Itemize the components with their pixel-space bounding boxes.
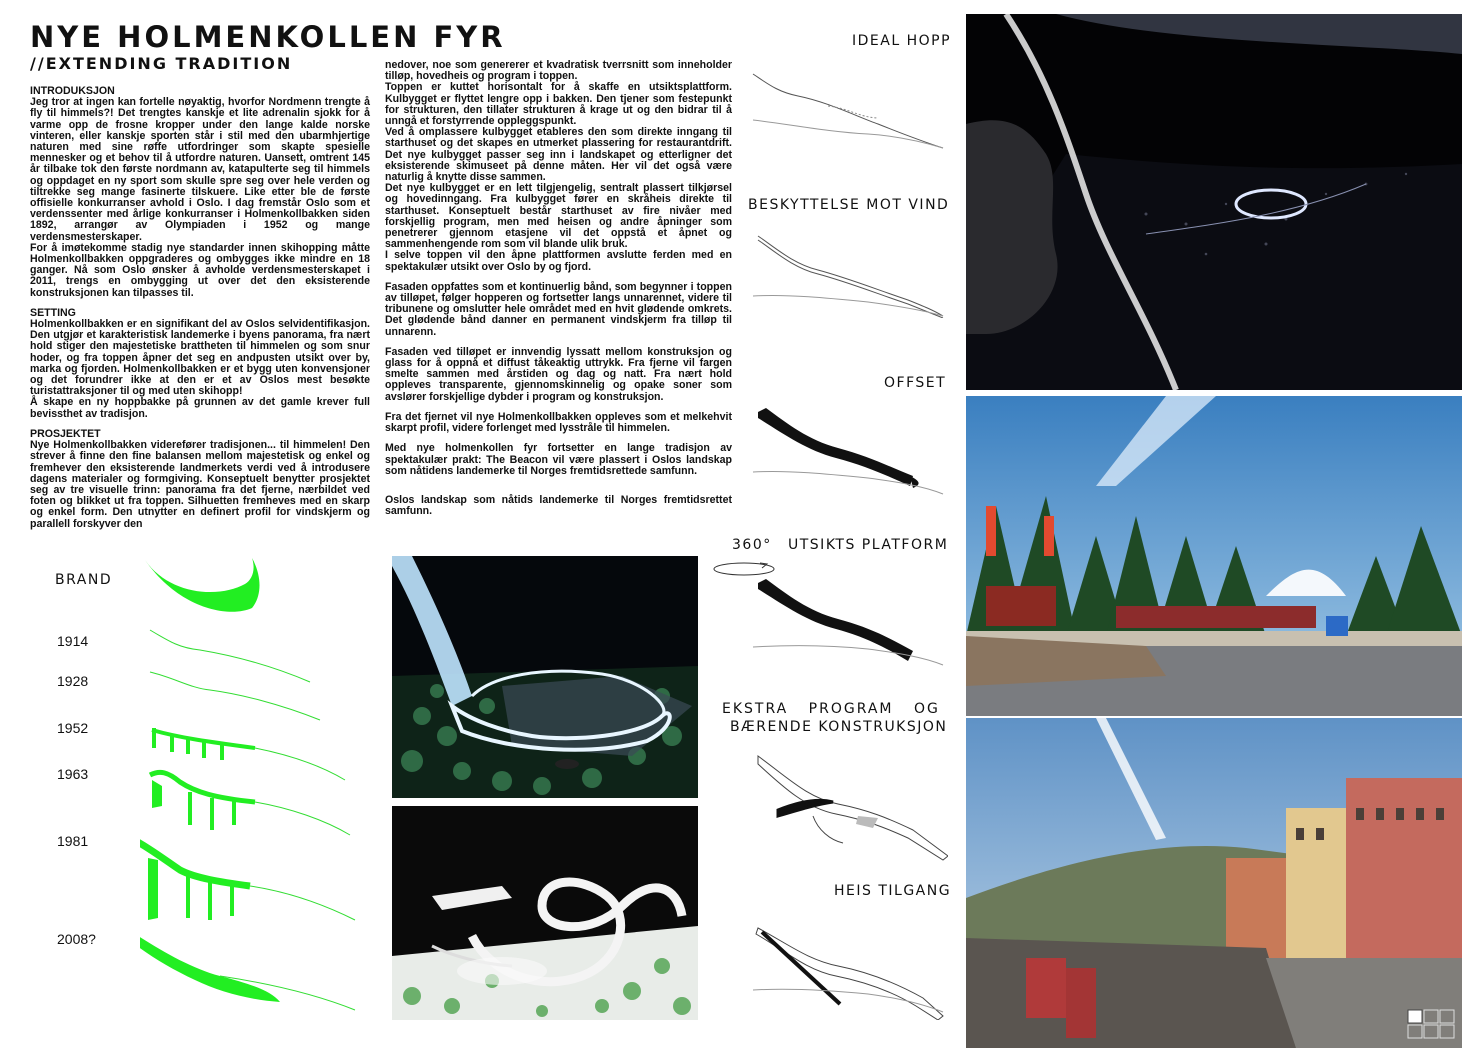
label-heis: HEIS TILGANG <box>834 883 952 899</box>
render-model-view <box>392 806 698 1020</box>
diagram-heis <box>748 920 948 1020</box>
setting-paragraph-2: Å skape en ny hoppbakke på grunnen av det gamle krever full bevissthet av tradisjon. <box>30 396 370 420</box>
photo-city-view <box>966 718 1462 1048</box>
diagram-offset <box>748 404 948 499</box>
label-beskyttelse: BESKYTTELSE MOT VIND <box>748 197 950 213</box>
paragraph-kulbygg: Ved å omplassere kulbygget etableres den som direkte inngang til starthuset og det skapes en utmerket plassering for restaurantdrift. Det nye kulbygget passer seg inn i landskapet og etterligner det eksisterende skimuseet på denne måten. Her vil det også være naturlig å knytte disse sammen. <box>385 126 732 184</box>
year-1928: 1928 <box>57 673 89 689</box>
label-360: 360° <box>732 537 772 553</box>
photo-day-street <box>966 396 1462 716</box>
brand-label: BRAND <box>55 572 113 588</box>
paragraph-facade: Fasaden oppfattes som et kontinuerlig bånd, som begynner i toppen av tilløpet, følger hopperen og fortsetter langs unnarennet, videre til tribunene og omslutter hele området med en hvit glødende omkrets. Det glødende bånd danner en permanent vindskjerm fra tilløp til unnarenn. <box>385 280 732 338</box>
page-title: NYE HOLMENKOLLEN FYR <box>30 20 506 54</box>
paragraph-profile: Fra det fjernet vil nye Holmenkollbakken oppleves som et melkehvit skarpt profil, videre forlenget med lysstråle til himmelen. <box>385 410 732 435</box>
swoosh-logo-icon <box>140 548 265 618</box>
photo-night-city-render <box>966 14 1462 390</box>
label-ekstra-2: BÆRENDE KONSTRUKSJON <box>730 719 948 735</box>
paragraph-top: Toppen er kuttet horisontalt for å skaffe en utsiktsplattform. Kulbygget er flyttet lengre opp i bakken. Den tjener som festepunkt for strukturen, den tillater strukturen å krage ut og den bidrar til å unngå et forstyrrende oppleggspunkt. <box>385 81 732 128</box>
diagram-ekstra-program <box>748 748 948 863</box>
jump-profile-evolution <box>140 620 370 1020</box>
label-utsikt: UTSIKTS PLATFORM <box>788 537 949 553</box>
paragraph-beacon: Med nye holmenkollen fyr fortsetter en lange tradisjon av spektakulær prakt: The Beacon vil være plassert i Oslos landskap som nåtidens landemerke til Norges fremtidsrettede samfunn. <box>385 442 732 477</box>
label-offset: OFFSET <box>884 375 947 391</box>
paragraph-lighting: Fasaden ved tilløpet er innvendig lyssatt mellom konstruksjon og glass for å oppnå et diffust tåkeaktig uttrykk. Fra fjerne vil fargen smelte sammen med årstiden og dag og natt. Fra nært hold oppleves transparente, gjennomskinnelig og opake soner som avslører forskjellige dybder i program og konstruksjon. <box>385 345 732 403</box>
diagram-beskyttelse <box>748 228 948 318</box>
diagram-utsikt <box>748 575 948 670</box>
text-column-middle <box>385 60 732 526</box>
intro-paragraph-2: For å imøtekomme stadig nye standarder innen skihopping måtte Holmenkollbakken oppgraderes og ombygges ikke mindre en 18 ganger. Nå som Oslo ønsker å avholde verdensmesterskapet i 2011, trengs en ombygging ut over det den eksisterende konstruksjonen kan tilpasses til. <box>30 241 370 299</box>
paragraph-platform: I selve toppen vil den åpne plattformen avslutte ferden med en spektakulær utsikt over Oslo by og fjord. <box>385 249 732 273</box>
text-column-left <box>30 86 370 539</box>
year-1952: 1952 <box>57 720 89 736</box>
label-ideal-hopp: IDEAL HOPP <box>852 33 952 49</box>
project-heading: PROSJEKTET <box>30 427 101 440</box>
label-ekstra-1: EKSTRA PROGRAM OG <box>722 701 940 717</box>
diagram-ideal-hopp <box>748 62 948 152</box>
setting-heading: SETTING <box>30 306 76 319</box>
intro-heading: INTRODUKSJON <box>30 85 115 97</box>
paragraph-structure: nedover, noe som genererer et kvadratisk tverrsnitt som inneholder tilløp, hovedheis og program i toppen. <box>385 59 732 83</box>
setting-paragraph: Holmenkollbakken er en signifikant del av Oslos selvidentifikasjon. Den utgjør et karakteristisk landemerke i byens panorama, fra nært hold stiger den majestetiske brattheten til himmelen og som snur hoder, og fra toppen åpner det seg en andpusten utsikt over by, marka og fjorden. Holmenkollbakken er et bygg uten konvensjoner og det forundrer ikke at den er et av Oslos mest besøkte turistattraksjoner til og med uten skihopp! <box>30 318 370 398</box>
year-1963: 1963 <box>57 766 89 782</box>
year-2008: 2008? <box>57 931 96 947</box>
page-subtitle: //EXTENDING TRADITION <box>30 54 293 73</box>
intro-paragraph: Jeg tror at ingen kan fortelle nøyaktig, hvorfor Nordmenn trengte å fly til himmels?! Det trengtes kanskje et lite adrenalin sjokk for å varme opp de frosne kropper under den lange kalde norske vinteren, eller kanskje sporten står i stil med den ubarmhjertige naturen med sine røffe utfordringer som skapte spesielle mennesker og et behov til å utfordre naturen. Uansett, omtrent 145 år tilbake tok den første nordmann av, katapulterte seg til himmels og oppdaget en ny sport som skulle spre seg over hele verden og tiltrekke seg mange fasinerte tilskuere. Like etter ble de første offisielle konkurranser avhold i Oslo. I dag fremstår Oslo som et verdenssenter med årlige konkurranser i Holmenkollbakken siden 1892, arrangør av Olympiaden i 1952 og mange verdensmesterskaper. <box>30 96 370 243</box>
paragraph-landmark: Oslos landskap som nåtids landemerke til Norges fremtidsrettet samfunn. <box>385 493 732 518</box>
year-1914: 1914 <box>57 633 89 649</box>
paragraph-entrance: Det nye kulbygget er en lett tilgjengelig, sentralt plassert tilkjørsel og hovedinngang. Fra kulbygget fører en skråheis direkte til starthuset. Konseptuelt består starthuset av fire nivåer med forskjellig program, men med heisen og andre åpninger som penetrerer gjennom etasjene vil det oppstå et åpnet og sammenhengende rom som vil blande ulik bruk. <box>385 182 732 251</box>
project-paragraph: Nye Holmenkollbakken viderefører tradisjonen... til himmelen! Den strever å finne den fine balansen mellom majestetisk og enkel og fremhever den eksisterende landmerkets verdi ved å introdusere dagens materialer og formgiving. Konseptuelt benytter prosjektet seg av tre visuelle trinn: panorama fra det fjerne, nærbildet ved foten og blikket ut fra toppen. Silhuetten fremheves med en skarp og enkel form. Den utnytter en definert profil for vindskjerm og parallell forskyver den <box>30 439 370 530</box>
render-night-aerial <box>392 556 698 798</box>
year-1981: 1981 <box>57 833 89 849</box>
